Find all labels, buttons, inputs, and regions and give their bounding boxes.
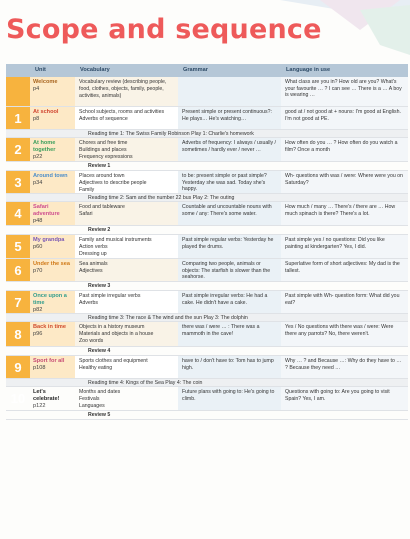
review-row	[6, 347, 408, 356]
unit-number: 3	[6, 171, 30, 193]
unit-page: p82	[33, 306, 43, 313]
unit-name: Welcome	[33, 79, 58, 85]
unit-number: 2	[6, 138, 30, 161]
vocabulary-cell: Family and musical instruments Action verbs Dressing up	[75, 235, 178, 258]
vocabulary-cell: Sea animals Adjectives	[75, 259, 178, 281]
band-text: Reading time 2: Sam and the number 22 bus Play 2: The outing	[88, 194, 235, 201]
vocabulary-cell: Objects in a history museum Materials and objects in a house Zoo words	[75, 322, 178, 346]
review-label: Review 5	[88, 412, 111, 418]
reading-time-band	[6, 379, 408, 387]
grammar-cell: Past simple irregular verbs: He had a cake. He didn't have a cake.	[178, 291, 281, 313]
unit-row	[6, 322, 408, 347]
unit-number: 10	[10, 391, 26, 406]
grammar-cell: have to / don't have to: Tom has to jump high.	[178, 356, 281, 378]
review-label: Review 3	[88, 283, 111, 289]
review-label: Review 2	[88, 227, 111, 233]
unit-row	[6, 235, 408, 259]
grammar-cell: Future plans with going to: He's going to climb.	[178, 387, 281, 410]
unit-cell	[30, 291, 75, 313]
table-body	[6, 77, 408, 420]
review-label: Review 4	[88, 348, 111, 354]
review-row	[6, 282, 408, 291]
vocabulary-cell: School subjects, rooms and activities Adverbs of sequence	[75, 107, 178, 129]
unit-number: 1	[6, 107, 30, 129]
unit-cell	[30, 138, 75, 161]
unit-name: Sport for all	[33, 358, 65, 364]
unit-name: Under the sea	[33, 261, 70, 267]
unit-cell	[30, 77, 75, 106]
grammar-cell: to be: present simple or past simple? Yesterday she was sad. Today she's happy.	[178, 171, 281, 193]
review-label: Review 1	[88, 163, 111, 169]
language-cell: How much / many … There's / there are … How much spinach is there? There's a lot.	[281, 202, 408, 225]
unit-row	[6, 291, 408, 314]
unit-row	[6, 356, 408, 379]
vocabulary-cell: Chores and free time Buildings and places Frequency expressions	[75, 138, 178, 161]
unit-name: At home together	[33, 140, 56, 153]
unit-number: 9	[6, 356, 30, 378]
vocabulary-cell: Vocabulary review (describing people, food, clothes, objects, family, people, activities, animals)	[75, 77, 178, 106]
language-cell: good at / not good at + nouns: I'm good at English. I'm not good at PE.	[281, 107, 408, 129]
unit-page: p48	[33, 217, 43, 224]
grammar-cell: there was / were … : There was a mammoth in the cave!	[178, 322, 281, 346]
unit-row	[6, 202, 408, 226]
grammar-cell	[178, 77, 281, 106]
unit-name: Once upon a time	[33, 293, 67, 306]
vocabulary-cell: Sports clothes and equipment Healthy eating	[75, 356, 178, 378]
vocabulary-cell: Past simple irregular verbs Adverbs	[75, 291, 178, 313]
unit-number: 5	[6, 235, 30, 258]
unit-row	[6, 107, 408, 130]
vocabulary-cell: Places around town Adjectives to describe people Family	[75, 171, 178, 193]
language-cell: Questions with going to: Are you going to visit Spain? Yes, I am.	[281, 387, 408, 410]
page-title: Scope and sequence	[6, 14, 322, 45]
scope-table	[6, 64, 408, 420]
unit-cell	[30, 322, 75, 346]
grammar-cell: Adverbs of frequency: I always / usually / sometimes / hardly ever / never …	[178, 138, 281, 161]
unit-cell	[30, 107, 75, 129]
header-unit: Unit	[35, 67, 46, 73]
unit-page: p34	[33, 179, 43, 186]
grammar-cell: Countable and uncountable nouns with some / any: There's some water.	[178, 202, 281, 225]
unit-cell	[30, 387, 75, 410]
unit-number: 8	[6, 322, 30, 346]
unit-row	[6, 387, 408, 411]
unit-number: 6	[6, 259, 30, 281]
unit-row	[6, 171, 408, 194]
unit-page: p96	[33, 330, 43, 337]
unit-page: p122	[33, 402, 46, 409]
grammar-cell: Present simple or present continuous?: He plays… He's watching…	[178, 107, 281, 129]
language-cell: How often do you … ? How often do you watch a film? Once a month	[281, 138, 408, 161]
unit-name: Back in time	[33, 324, 66, 330]
unit-cell	[30, 202, 75, 225]
header-language: Language in use	[286, 67, 331, 73]
language-cell: Past simple yes / no questions: Did you like painting at kindergarten? Yes, I did.	[281, 235, 408, 258]
grammar-cell: Past simple regular verbs: Yesterday he played the drums.	[178, 235, 281, 258]
reading-time-band	[6, 314, 408, 322]
unit-page: p4	[33, 85, 40, 92]
unit-name: Let's celebrate!	[33, 389, 60, 402]
unit-page: p60	[33, 243, 43, 250]
reading-time-band	[6, 194, 408, 202]
band-text: Reading time 3: The race & The wind and the sun Play 3: The dolphin	[88, 314, 248, 321]
vocabulary-cell: Food and tableware Safari	[75, 202, 178, 225]
unit-name: Safari adventure	[33, 204, 60, 217]
unit-cell	[30, 171, 75, 193]
vocabulary-cell: Months and dates Festivals Languages	[79, 389, 121, 410]
unit-page: p22	[33, 153, 43, 160]
unit-cell	[30, 259, 75, 281]
decorative-shapes	[260, 0, 410, 62]
unit-page: p70	[33, 267, 43, 274]
unit-row	[6, 138, 408, 162]
review-row	[6, 162, 408, 171]
unit-number: 7	[6, 291, 30, 313]
unit-name: At school	[33, 109, 59, 115]
language-cell: Why … ? and Because …: Why do they have to … ? Because they need …	[281, 356, 408, 378]
band-text: Reading time 4: Kings of the Sea Play 4: The coin	[88, 379, 203, 386]
unit-number: 4	[6, 202, 30, 225]
grammar-cell: Comparing two people, animals or objects: The starfish is slower than the seahorse.	[178, 259, 281, 281]
table-header	[6, 64, 408, 77]
language-cell: What class are you in? How old are you? What's your favourite … ? I can see … There is a … A boy is wearing …	[281, 77, 408, 106]
header-grammar: Grammar	[183, 67, 208, 73]
review-row	[6, 411, 408, 420]
language-cell: Superlative form of short adjectives: My dad is the tallest.	[281, 259, 408, 281]
review-row	[6, 226, 408, 235]
language-cell: Yes / No questions with there was / were: Were there any parrots? No, there weren't.	[281, 322, 408, 346]
unit-page: p8	[33, 115, 40, 122]
language-cell: Past simple with Wh- question form: What did you eat?	[281, 291, 408, 313]
unit-row	[6, 259, 408, 282]
band-text: Reading time 1: The Swiss Family Robinson Play 1: Charlie's homework	[88, 130, 254, 137]
unit-name: Around town	[33, 173, 68, 179]
language-cell: Wh- questions with was / were: Where were you on Saturday?	[281, 171, 408, 193]
reading-time-band	[6, 130, 408, 138]
unit-number	[6, 77, 30, 106]
unit-cell	[30, 235, 75, 258]
unit-page: p108	[33, 364, 46, 371]
unit-name: My grandpa	[33, 237, 65, 243]
header-vocabulary: Vocabulary	[80, 67, 110, 73]
unit-row	[6, 77, 408, 107]
unit-cell	[30, 356, 75, 378]
